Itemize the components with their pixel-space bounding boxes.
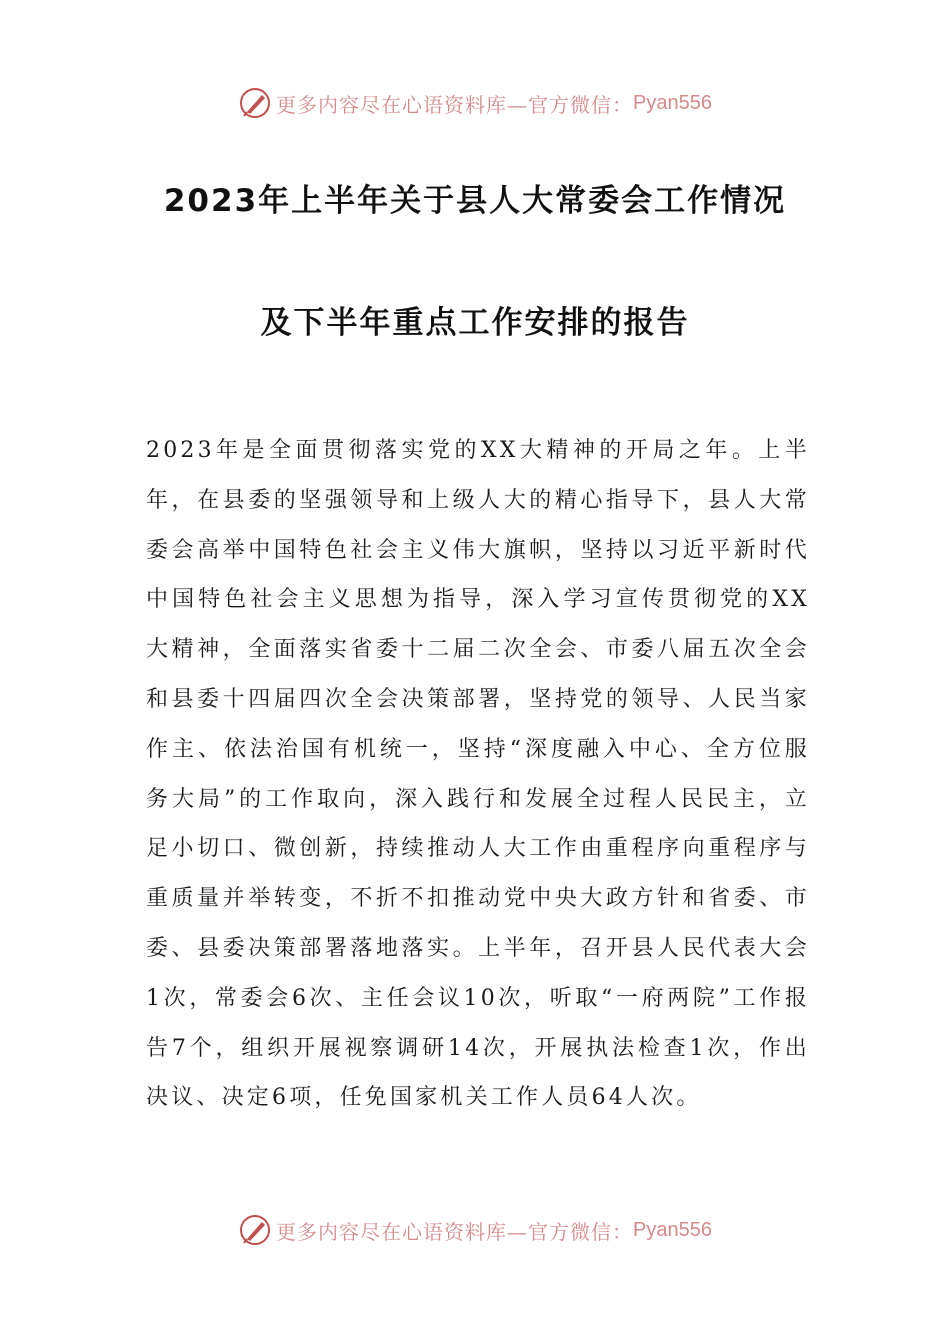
document-title-line-1: 2023年上半年关于县人大常委会工作情况 (163, 183, 787, 219)
quill-pen-icon (238, 86, 272, 120)
watermark-header (0, 85, 950, 121)
watermark-text: 更多内容尽在心语资料库—官方微信： (276, 1219, 634, 1244)
body-paragraph: 2023年是全面贯彻落实党的XX大精神的开局之年。上半年，在县委的坚强领导和上级人大的精心指导下，县人大常委会高举中国特色社会主义伟大旗帜，坚持以习近平新时代中国特色社会主义思想为指导，深入学习宣传贯彻党的XX大精神，全面落实省委十二届二次全会、市委八届五次全会和县委十四届四次全会决策部署，坚持党的领导、人民当家作主、依法治国有机统一，坚持“深度融入中心、全方位服务大局”的工作取向，深入践行和发展全过程人民民主，立足小切口、微创新，持续推动人大工作由重程序向重程序与重质量并举转变，不折不扣推动党中央大政方针和省委、市委、县委决策部署落地落实。上半年，召开县人民代表大会1次，常委会6次、主任会议10次，听取“一府两院”工作报告7个，组织开展视察调研14次，开展执法检查1次，作出决议、决定6项，任免国家机关工作人员64人次。 (146, 438, 810, 1111)
watermark-footer (0, 1212, 950, 1248)
document-title-line-2: 及下半年重点工作安排的报告 (260, 305, 690, 341)
watermark-text: 更多内容尽在心语资料库—官方微信： (276, 92, 634, 117)
watermark-wechat-id: Pyan556 (633, 91, 712, 114)
quill-pen-icon (238, 1213, 272, 1247)
watermark-wechat-id: Pyan556 (633, 1218, 712, 1241)
